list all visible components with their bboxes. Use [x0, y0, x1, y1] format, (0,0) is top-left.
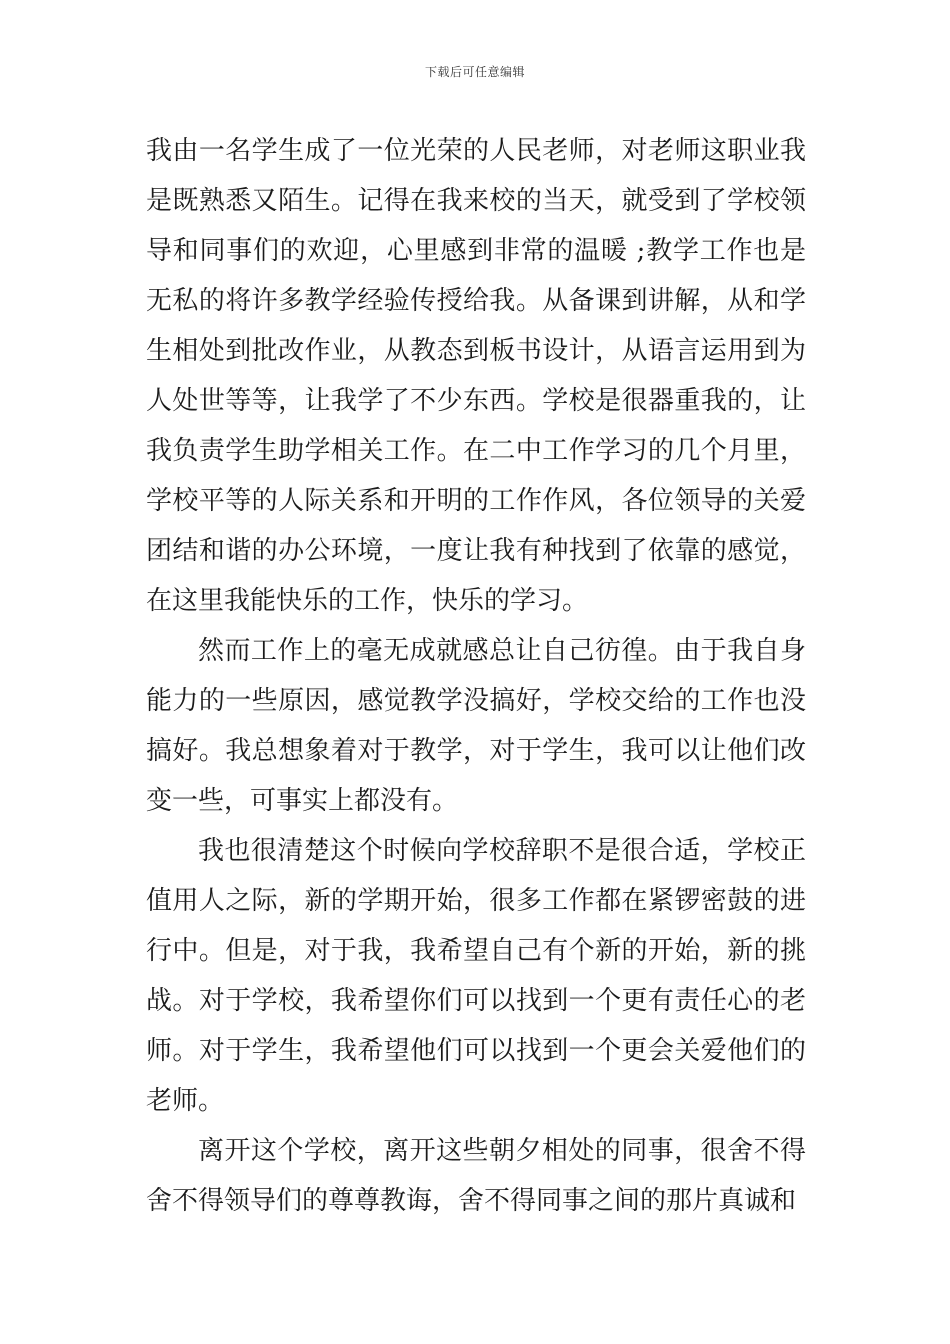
paragraph-1: 我由一名学生成了一位光荣的人民老师，对老师这职业我是既熟悉又陌生。记得在我来校的当天，就受到了学校领导和同事们的欢迎，心里感到非常的温暖 ;教学工作也是无私的将许多教学经验传授给我。从备课到讲解，从和学生相处到批改作业，从教态到板书设计，从语言运用到为人处世等等，让我学了不少东西。学校是很器重我的，让我负责学生助学相关工作。在二中工作学习的几个月里，学校平等的人际关系和开明的工作作风，各位领导的关爱团结和谐的办公环境，一度让我有种找到了依靠的感觉，在这里我能快乐的工作，快乐的学习。: [146, 136, 806, 616]
page-header: 下载后可任意编辑: [424, 65, 525, 79]
document-body: [146, 126, 806, 1226]
paragraph-2: 然而工作上的毫无成就感总让自己彷徨。由于我自身能力的一些原因，感觉教学没搞好，学校交给的工作也没搞好。我总想象着对于教学，对于学生，我可以让他们改变一些，可事实上都没有。: [146, 636, 806, 816]
paragraph-3: 我也很清楚这个时候向学校辞职不是很合适，学校正值用人之际，新的学期开始，很多工作都在紧锣密鼓的进行中。但是，对于我，我希望自己有个新的开始，新的挑战。对于学校，我希望你们可以找到一个更有责任心的老师。对于学生，我希望他们可以找到一个更会关爱他们的老师。: [146, 836, 806, 1116]
paragraph-4: 离开这个学校，离开这些朝夕相处的同事，很舍不得舍不得领导们的尊尊教诲，舍不得同事之间的那片真诚和: [146, 1136, 806, 1216]
